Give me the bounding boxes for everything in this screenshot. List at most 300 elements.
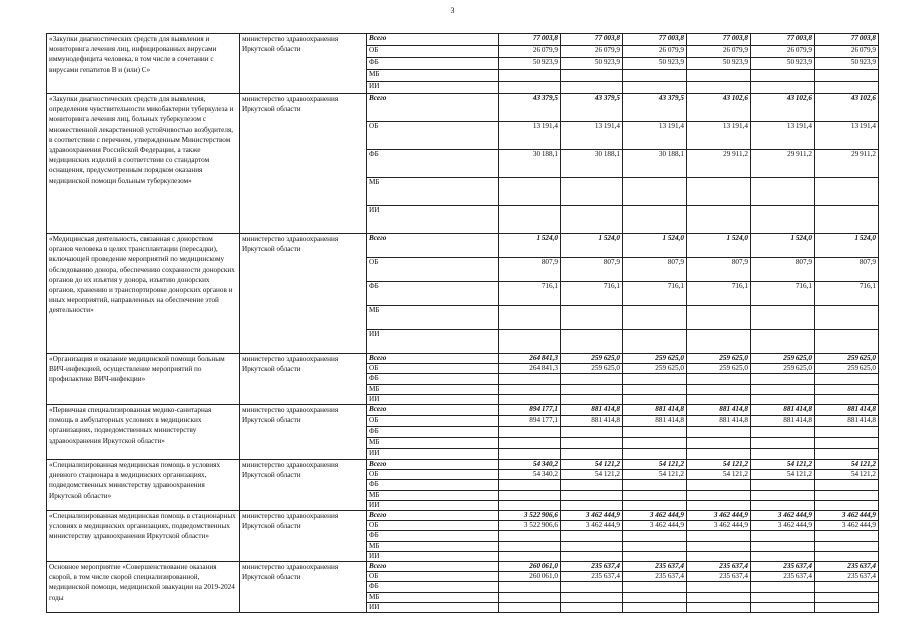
funding-source: МБ [367,384,499,394]
activity-description: «Первичная специализированная медико-санитарная помощь в амбулаторных условиях в медицинских организациях, подведомственных министерству здравоохранения Иркутской области» [47,405,240,460]
amount-cell [687,438,751,449]
amount-cell: 54 121,2 [751,470,815,480]
funding-source: ОБ [367,416,499,427]
amount-cell [499,70,561,82]
amount-cell [751,394,815,404]
amount-cell: 43 102,6 [687,94,751,122]
table-row [47,354,879,364]
amount-cell: 807,9 [751,258,815,282]
amount-cell [751,449,815,460]
amount-cell [561,427,623,438]
amount-cell [561,531,623,541]
amount-cell [815,330,879,354]
amount-cell [561,384,623,394]
amount-cell [623,438,687,449]
amount-cell: 1 524,0 [561,234,623,258]
amount-cell [623,306,687,330]
amount-cell [623,541,687,551]
amount-cell: 3 462 444,9 [561,521,623,531]
amount-cell [815,82,879,94]
amount-cell [751,500,815,510]
amount-cell: 13 191,4 [687,122,751,150]
amount-cell [561,592,623,602]
amount-cell: 1 524,0 [687,234,751,258]
amount-cell [499,490,561,500]
funding-source: МБ [367,592,499,602]
amount-cell [751,602,815,612]
amount-cell: 1 524,0 [623,234,687,258]
funding-source: ИИ [367,394,499,404]
amount-cell: 26 079,9 [623,46,687,58]
amount-cell [751,82,815,94]
amount-cell [499,480,561,490]
amount-cell: 3 462 444,9 [751,521,815,531]
funding-source: ОБ [367,470,499,480]
funding-source: ФБ [367,427,499,438]
amount-cell: 3 462 444,9 [561,511,623,521]
amount-cell: 235 637,4 [815,572,879,582]
amount-cell [499,178,561,206]
amount-cell [751,438,815,449]
funding-source: ФБ [367,150,499,178]
amount-cell [687,531,751,541]
funding-source: ОБ [367,46,499,58]
amount-cell [561,480,623,490]
amount-cell [687,602,751,612]
amount-cell [499,551,561,561]
amount-cell [687,206,751,234]
amount-cell [815,394,879,404]
amount-cell: 50 923,9 [815,58,879,70]
amount-cell [687,394,751,404]
budget-table [46,33,879,613]
amount-cell: 3 522 906,6 [499,521,561,531]
responsible-executor: министерство здравоохранения Иркутской области [240,405,367,460]
funding-source: ФБ [367,58,499,70]
amount-cell: 30 188,1 [499,150,561,178]
table-row [47,94,879,122]
amount-cell: 50 923,9 [499,58,561,70]
amount-cell: 54 121,2 [623,460,687,470]
amount-cell: 235 637,4 [687,572,751,582]
amount-cell: 26 079,9 [561,46,623,58]
amount-cell [815,592,879,602]
responsible-executor: министерство здравоохранения Иркутской области [240,94,367,234]
amount-cell: 259 625,0 [561,354,623,364]
amount-cell [499,306,561,330]
amount-cell: 716,1 [561,282,623,306]
amount-cell [623,582,687,592]
amount-cell: 807,9 [687,258,751,282]
amount-cell: 259 625,0 [815,364,879,374]
amount-cell [623,374,687,384]
funding-source: ОБ [367,258,499,282]
funding-source: ОБ [367,572,499,582]
amount-cell [561,306,623,330]
amount-cell: 13 191,4 [751,122,815,150]
amount-cell: 3 462 444,9 [815,511,879,521]
amount-cell [687,427,751,438]
amount-cell [623,531,687,541]
amount-cell: 259 625,0 [561,364,623,374]
amount-cell [815,480,879,490]
amount-cell [623,384,687,394]
amount-cell: 30 188,1 [561,150,623,178]
amount-cell: 235 637,4 [623,562,687,572]
amount-cell: 235 637,4 [561,572,623,582]
amount-cell [623,178,687,206]
amount-cell: 1 524,0 [751,234,815,258]
activity-description: «Специализированная медицинская помощь в стационарных условиях в медицинских организациях, подведомственных министерству здравоохранения Иркутской области» [47,511,240,562]
amount-cell [815,500,879,510]
amount-cell [499,394,561,404]
amount-cell [623,330,687,354]
amount-cell [499,374,561,384]
funding-source: ФБ [367,374,499,384]
activity-description: «Специализированная медицинская помощь в условиях дневного стационара в медицинских организациях, подведомственных министерству здравоохранения Иркутской области» [47,460,240,511]
amount-cell [561,541,623,551]
amount-cell [623,427,687,438]
amount-cell [815,551,879,561]
amount-cell: 259 625,0 [751,354,815,364]
amount-cell: 259 625,0 [687,354,751,364]
funding-source: Всего [367,94,499,122]
amount-cell [687,490,751,500]
amount-cell: 259 625,0 [623,354,687,364]
funding-source: ИИ [367,206,499,234]
funding-source: МБ [367,178,499,206]
amount-cell: 235 637,4 [751,572,815,582]
funding-source: МБ [367,438,499,449]
amount-cell: 43 379,5 [561,94,623,122]
amount-cell [751,582,815,592]
amount-cell [561,330,623,354]
table-row [47,562,879,572]
amount-cell: 259 625,0 [751,364,815,374]
amount-cell: 29 911,2 [815,150,879,178]
amount-cell: 807,9 [815,258,879,282]
amount-cell [751,384,815,394]
amount-cell [687,449,751,460]
funding-source: ИИ [367,500,499,510]
amount-cell [561,449,623,460]
amount-cell: 881 414,8 [561,405,623,416]
amount-cell: 1 524,0 [815,234,879,258]
amount-cell: 881 414,8 [623,405,687,416]
amount-cell: 77 003,8 [623,34,687,46]
amount-cell: 3 462 444,9 [751,511,815,521]
page-number: 3 [450,6,455,15]
funding-source: Всего [367,234,499,258]
amount-cell: 894 177,1 [499,416,561,427]
amount-cell [815,449,879,460]
amount-cell: 259 625,0 [815,354,879,364]
funding-source: Всего [367,34,499,46]
activity-description: «Закупки диагностических средств для выявления и мониторинга лечения лиц, инфицированных вирусами иммунодефицита человека, в том числе в сочетании с вирусами гепатитов В и (или) С» [47,34,240,94]
amount-cell: 50 923,9 [623,58,687,70]
amount-cell: 50 923,9 [561,58,623,70]
amount-cell: 881 414,8 [687,416,751,427]
amount-cell: 3 462 444,9 [687,521,751,531]
amount-cell [687,306,751,330]
amount-cell [499,206,561,234]
amount-cell: 881 414,8 [561,416,623,427]
amount-cell [687,384,751,394]
amount-cell [815,602,879,612]
amount-cell: 29 911,2 [751,150,815,178]
amount-cell: 54 121,2 [687,470,751,480]
amount-cell: 807,9 [561,258,623,282]
amount-cell [623,394,687,404]
amount-cell: 54 121,2 [623,470,687,480]
responsible-executor: министерство здравоохранения Иркутской области [240,234,367,354]
amount-cell [687,480,751,490]
amount-cell: 13 191,4 [623,122,687,150]
amount-cell: 881 414,8 [687,405,751,416]
amount-cell: 43 102,6 [815,94,879,122]
amount-cell [751,330,815,354]
amount-cell: 716,1 [499,282,561,306]
amount-cell [687,551,751,561]
amount-cell: 26 079,9 [687,46,751,58]
table-row [47,460,879,470]
amount-cell [561,582,623,592]
amount-cell [687,592,751,602]
amount-cell: 13 191,4 [815,122,879,150]
amount-cell [499,602,561,612]
amount-cell [687,582,751,592]
amount-cell [499,531,561,541]
amount-cell [751,490,815,500]
amount-cell [815,582,879,592]
amount-cell [751,374,815,384]
amount-cell: 235 637,4 [623,572,687,582]
amount-cell [561,70,623,82]
amount-cell: 77 003,8 [687,34,751,46]
amount-cell: 894 177,1 [499,405,561,416]
activity-description: «Организация и оказание медицинской помощи больным ВИЧ-инфекцией, осуществление мероприятий по профилактике ВИЧ-инфекции» [47,354,240,405]
amount-cell: 260 061,0 [499,572,561,582]
amount-cell: 77 003,8 [561,34,623,46]
amount-cell [815,490,879,500]
amount-cell [499,582,561,592]
amount-cell: 29 911,2 [687,150,751,178]
amount-cell: 264 841,3 [499,364,561,374]
amount-cell [623,480,687,490]
amount-cell [499,427,561,438]
amount-cell: 807,9 [623,258,687,282]
amount-cell [751,178,815,206]
amount-cell [751,306,815,330]
amount-cell [815,70,879,82]
funding-source: МБ [367,306,499,330]
amount-cell: 43 379,5 [623,94,687,122]
amount-cell [623,602,687,612]
amount-cell [815,541,879,551]
table-row [47,34,879,46]
amount-cell [623,551,687,561]
amount-cell [499,384,561,394]
amount-cell: 259 625,0 [623,364,687,374]
table-row [47,511,879,521]
amount-cell: 54 121,2 [751,460,815,470]
amount-cell [687,82,751,94]
amount-cell [561,602,623,612]
amount-cell [499,500,561,510]
amount-cell: 881 414,8 [751,405,815,416]
amount-cell: 13 191,4 [561,122,623,150]
table-row [47,234,879,258]
amount-cell: 50 923,9 [687,58,751,70]
amount-cell [687,500,751,510]
funding-source: МБ [367,70,499,82]
amount-cell [623,592,687,602]
amount-cell [751,206,815,234]
amount-cell: 26 079,9 [815,46,879,58]
amount-cell [751,531,815,541]
funding-source: Всего [367,405,499,416]
amount-cell [815,374,879,384]
funding-source: ИИ [367,449,499,460]
amount-cell [751,70,815,82]
funding-source: Всего [367,460,499,470]
amount-cell: 716,1 [687,282,751,306]
amount-cell: 13 191,4 [499,122,561,150]
table-row [47,405,879,416]
amount-cell: 77 003,8 [751,34,815,46]
amount-cell [623,70,687,82]
funding-source: МБ [367,490,499,500]
amount-cell: 716,1 [623,282,687,306]
amount-cell: 881 414,8 [623,416,687,427]
amount-cell: 26 079,9 [499,46,561,58]
responsible-executor: министерство здравоохранения Иркутской области [240,562,367,613]
amount-cell: 54 340,2 [499,460,561,470]
amount-cell: 54 121,2 [815,460,879,470]
amount-cell [815,531,879,541]
amount-cell [751,541,815,551]
amount-cell: 54 121,2 [815,470,879,480]
amount-cell [687,541,751,551]
funding-source: ИИ [367,330,499,354]
amount-cell [815,206,879,234]
amount-cell: 1 524,0 [499,234,561,258]
amount-cell [561,500,623,510]
amount-cell [561,178,623,206]
amount-cell: 50 923,9 [751,58,815,70]
amount-cell: 77 003,8 [815,34,879,46]
amount-cell: 77 003,8 [499,34,561,46]
amount-cell: 716,1 [751,282,815,306]
amount-cell [623,500,687,510]
amount-cell: 3 462 444,9 [623,511,687,521]
amount-cell [687,374,751,384]
amount-cell [499,330,561,354]
amount-cell [687,178,751,206]
funding-source: ФБ [367,282,499,306]
amount-cell [561,82,623,94]
amount-cell: 54 121,2 [687,460,751,470]
funding-source: ИИ [367,82,499,94]
funding-source: ИИ [367,551,499,561]
amount-cell [751,427,815,438]
funding-source: Всего [367,562,499,572]
amount-cell [499,438,561,449]
amount-cell [623,449,687,460]
amount-cell [751,480,815,490]
funding-source: ОБ [367,521,499,531]
funding-source: ФБ [367,531,499,541]
amount-cell: 3 462 444,9 [815,521,879,531]
activity-description: «Закупки диагностических средств для выявления, определения чувствительности микобактерии туберкулеза и мониторинга лечения лиц, больных туберкулезом с множественной лекарственной устойчивостью возбудителя, в соответствии с перечнем, утвержденным Министерством здравоохранения Российской Федерации, а также медицинских изделий в соответствии со стандартом оснащения, предусмотренным порядком оказания медицинской помощи больным туберкулезом» [47,94,240,234]
amount-cell: 54 121,2 [561,460,623,470]
amount-cell: 54 121,2 [561,470,623,480]
amount-cell [623,206,687,234]
amount-cell: 260 061,0 [499,562,561,572]
funding-source: ОБ [367,364,499,374]
amount-cell: 881 414,8 [751,416,815,427]
amount-cell: 235 637,4 [687,562,751,572]
amount-cell [561,206,623,234]
amount-cell [561,490,623,500]
amount-cell [815,178,879,206]
amount-cell: 54 340,2 [499,470,561,480]
amount-cell: 3 462 444,9 [623,521,687,531]
responsible-executor: министерство здравоохранения Иркутской области [240,34,367,94]
amount-cell: 235 637,4 [561,562,623,572]
amount-cell [623,490,687,500]
amount-cell: 3 522 906,6 [499,511,561,521]
amount-cell [499,592,561,602]
amount-cell [687,330,751,354]
funding-source: ФБ [367,480,499,490]
amount-cell: 259 625,0 [687,364,751,374]
funding-source: ФБ [367,582,499,592]
responsible-executor: министерство здравоохранения Иркутской области [240,354,367,405]
amount-cell: 881 414,8 [815,416,879,427]
amount-cell [623,82,687,94]
amount-cell [751,551,815,561]
amount-cell: 807,9 [499,258,561,282]
amount-cell: 264 841,3 [499,354,561,364]
responsible-executor: министерство здравоохранения Иркутской области [240,460,367,511]
budget-table-body [47,34,879,613]
amount-cell [561,438,623,449]
amount-cell: 30 188,1 [623,150,687,178]
funding-source: Всего [367,354,499,364]
amount-cell [751,592,815,602]
funding-source: Всего [367,511,499,521]
amount-cell: 43 102,6 [751,94,815,122]
amount-cell [815,438,879,449]
amount-cell [815,306,879,330]
amount-cell: 881 414,8 [815,405,879,416]
funding-source: МБ [367,541,499,551]
amount-cell: 716,1 [815,282,879,306]
funding-source: ИИ [367,602,499,612]
amount-cell [687,70,751,82]
amount-cell [499,541,561,551]
amount-cell [561,394,623,404]
amount-cell: 3 462 444,9 [687,511,751,521]
amount-cell [815,427,879,438]
amount-cell [561,551,623,561]
amount-cell: 235 637,4 [751,562,815,572]
amount-cell: 26 079,9 [751,46,815,58]
amount-cell [561,374,623,384]
amount-cell [499,449,561,460]
amount-cell: 43 379,5 [499,94,561,122]
